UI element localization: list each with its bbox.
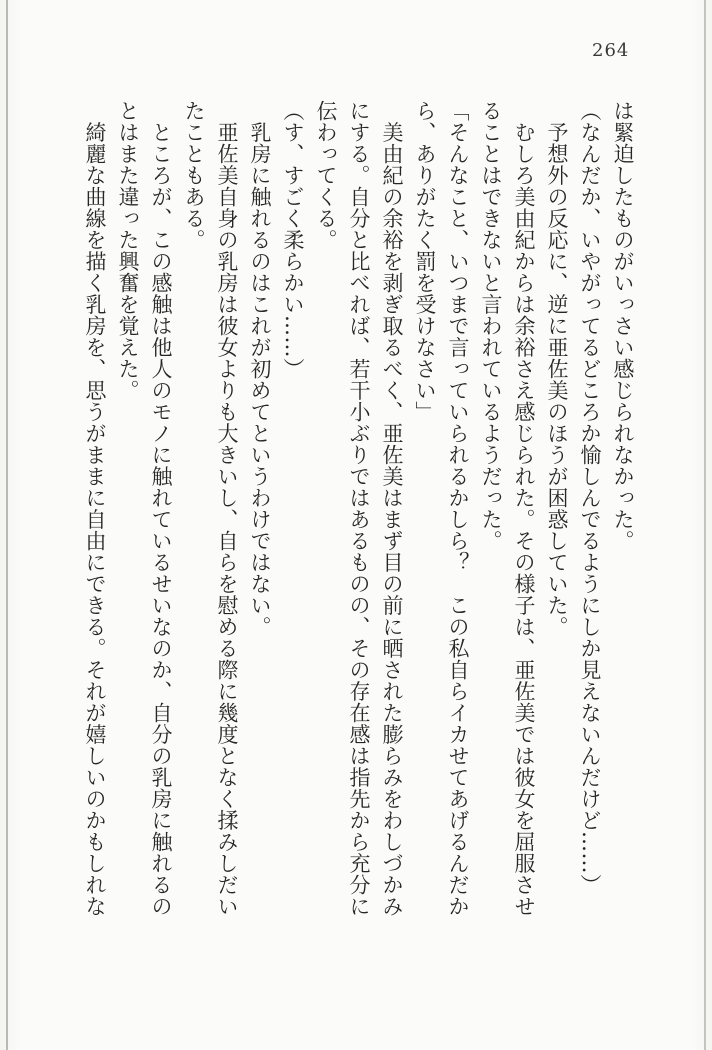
page-edge-left xyxy=(6,0,8,1050)
text-column: たこともある。 xyxy=(182,100,206,251)
text-column: （す、すごく柔らかい……） xyxy=(281,100,305,380)
text-column: 予想外の反応に、逆に亜佐美のほうが困惑していた。 xyxy=(545,100,569,638)
vertical-text-block xyxy=(77,100,639,950)
page-number: 264 xyxy=(592,40,630,61)
text-column: ら、ありがたく罰を受けなさい」 xyxy=(413,100,437,423)
text-column: ところが、この感触は他人のモノに触れているせいなのか、自分の乳房に触れるの xyxy=(149,100,173,917)
page-edge-right xyxy=(704,0,706,1050)
text-column: にする。自分と比べれば、若干小ぶりではあるものの、その存在感は指先から充分に xyxy=(347,100,371,917)
text-column: むしろ美由紀からは余裕さえ感じられた。その様子は、亜佐美では彼女を屈服させ xyxy=(512,100,536,917)
text-column: 「そんなこと、いつまで言っていられるかしら？ この私自らイカせてあげるんだか xyxy=(446,100,470,917)
text-column: ることはできないと言われているようだった。 xyxy=(479,100,503,552)
text-column: 綺麗な曲線を描く乳房を、思うがままに自由にできる。それが嬉しいのかもしれな xyxy=(83,100,107,917)
text-column: 乳房に触れるのはこれが初めてというわけではない。 xyxy=(248,100,272,638)
text-column: 亜佐美自身の乳房は彼女よりも大きいし、自らを慰める際に幾度となく揉みしだい xyxy=(215,100,239,917)
text-column: 伝わってくる。 xyxy=(314,100,338,251)
text-column: とはまた違った興奮を覚えた。 xyxy=(116,100,140,401)
text-column: 美由紀の余裕を剥ぎ取るべく、亜佐美はまず目の前に晒された膨らみをわしづかみ xyxy=(380,100,404,917)
text-column: は緊迫したものがいっさい感じられなかった。 xyxy=(611,100,635,552)
text-column: （なんだか、いやがってるどころか愉しんでるようにしか見えないんだけど……） xyxy=(578,100,602,896)
